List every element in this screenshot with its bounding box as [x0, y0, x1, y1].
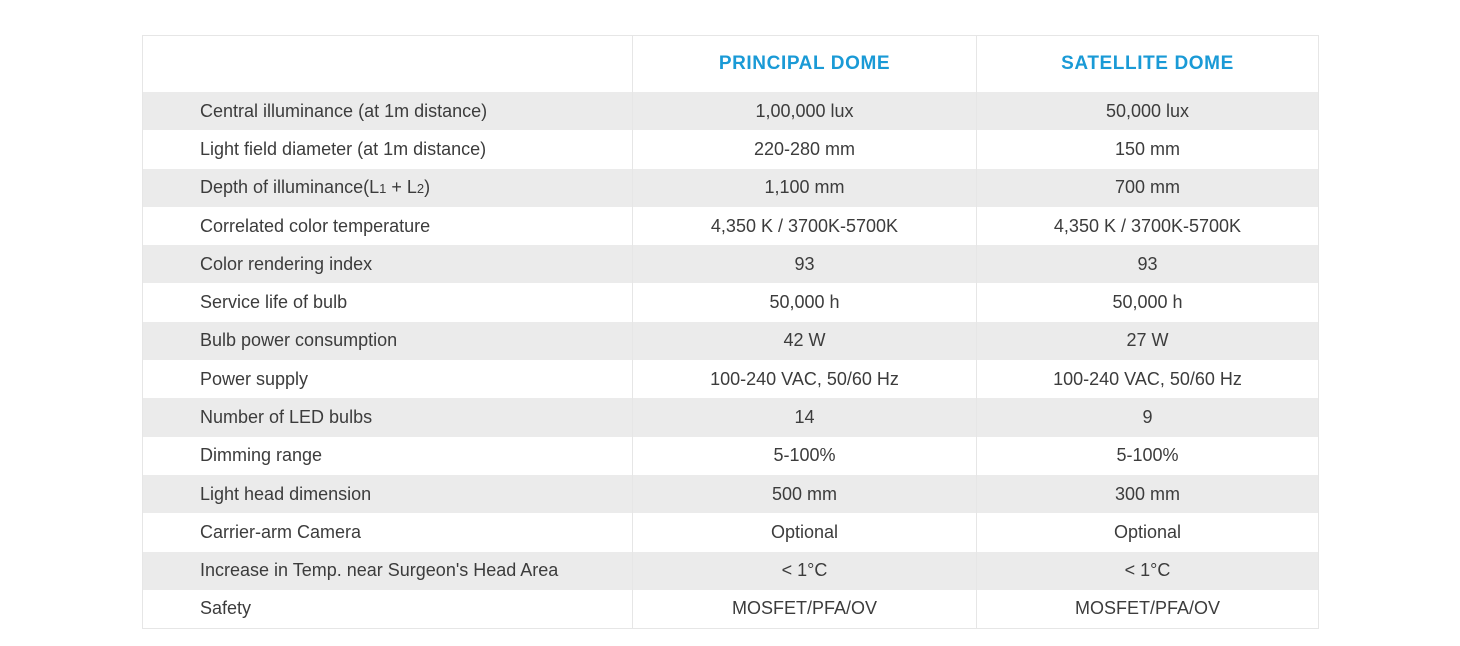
satellite-value: 50,000 h: [977, 283, 1319, 321]
table-row: [143, 92, 1319, 130]
row-label: Number of LED bulbs: [143, 398, 633, 436]
table-row: [143, 169, 1319, 207]
satellite-value: 9: [977, 398, 1319, 436]
satellite-value: 100-240 VAC, 50/60 Hz: [977, 360, 1319, 398]
header-satellite-dome: SATELLITE DOME: [977, 36, 1319, 93]
header-principal-dome: PRINCIPAL DOME: [633, 36, 977, 93]
table-row: [143, 513, 1319, 551]
row-label: Increase in Temp. near Surgeon's Head Area: [143, 552, 633, 590]
table-row: [143, 283, 1319, 321]
label-mid: + L: [386, 177, 417, 198]
satellite-value: 5-100%: [977, 437, 1319, 475]
principal-value: 50,000 h: [633, 283, 977, 321]
principal-value: 4,350 K / 3700K-5700K: [633, 207, 977, 245]
principal-value: 100-240 VAC, 50/60 Hz: [633, 360, 977, 398]
row-label: Correlated color temperature: [143, 207, 633, 245]
row-label: Carrier-arm Camera: [143, 513, 633, 551]
spec-comparison-table: [142, 35, 1319, 629]
row-label: Safety: [143, 590, 633, 628]
principal-value: MOSFET/PFA/OV: [633, 590, 977, 628]
table-header-row: [143, 36, 1319, 93]
satellite-value: 300 mm: [977, 475, 1319, 513]
satellite-value: 700 mm: [977, 169, 1319, 207]
principal-value: 1,00,000 lux: [633, 92, 977, 130]
satellite-value: 4,350 K / 3700K-5700K: [977, 207, 1319, 245]
label-subscript-1: 1: [379, 181, 387, 197]
row-label: Central illuminance (at 1m distance): [143, 92, 633, 130]
table-row: [143, 322, 1319, 360]
table-row: [143, 245, 1319, 283]
row-label: Light field diameter (at 1m distance): [143, 130, 633, 168]
principal-value: 42 W: [633, 322, 977, 360]
principal-value: 93: [633, 245, 977, 283]
row-label: [143, 169, 633, 207]
table-row: [143, 398, 1319, 436]
table-row: [143, 360, 1319, 398]
table-row: [143, 207, 1319, 245]
table-row: [143, 552, 1319, 590]
table-row: [143, 475, 1319, 513]
label-end: ): [424, 177, 431, 198]
row-label: Bulb power consumption: [143, 322, 633, 360]
label-subscript-2: 2: [416, 181, 425, 197]
principal-value: 500 mm: [633, 475, 977, 513]
row-label: Power supply: [143, 360, 633, 398]
satellite-value: 50,000 lux: [977, 92, 1319, 130]
table-row: [143, 590, 1319, 628]
table-row: [143, 437, 1319, 475]
row-label: Dimming range: [143, 437, 633, 475]
principal-value: 1,100 mm: [633, 169, 977, 207]
label-text: Depth of illuminance(L: [200, 177, 380, 198]
satellite-value: Optional: [977, 513, 1319, 551]
satellite-value: 150 mm: [977, 130, 1319, 168]
satellite-value: 93: [977, 245, 1319, 283]
principal-value: 220-280 mm: [633, 130, 977, 168]
principal-value: < 1°C: [633, 552, 977, 590]
header-blank-cell: [143, 36, 633, 93]
row-label: Light head dimension: [143, 475, 633, 513]
satellite-value: MOSFET/PFA/OV: [977, 590, 1319, 628]
row-label: Service life of bulb: [143, 283, 633, 321]
satellite-value: < 1°C: [977, 552, 1319, 590]
satellite-value: 27 W: [977, 322, 1319, 360]
principal-value: 14: [633, 398, 977, 436]
row-label: Color rendering index: [143, 245, 633, 283]
principal-value: Optional: [633, 513, 977, 551]
principal-value: 5-100%: [633, 437, 977, 475]
table-row: [143, 130, 1319, 168]
